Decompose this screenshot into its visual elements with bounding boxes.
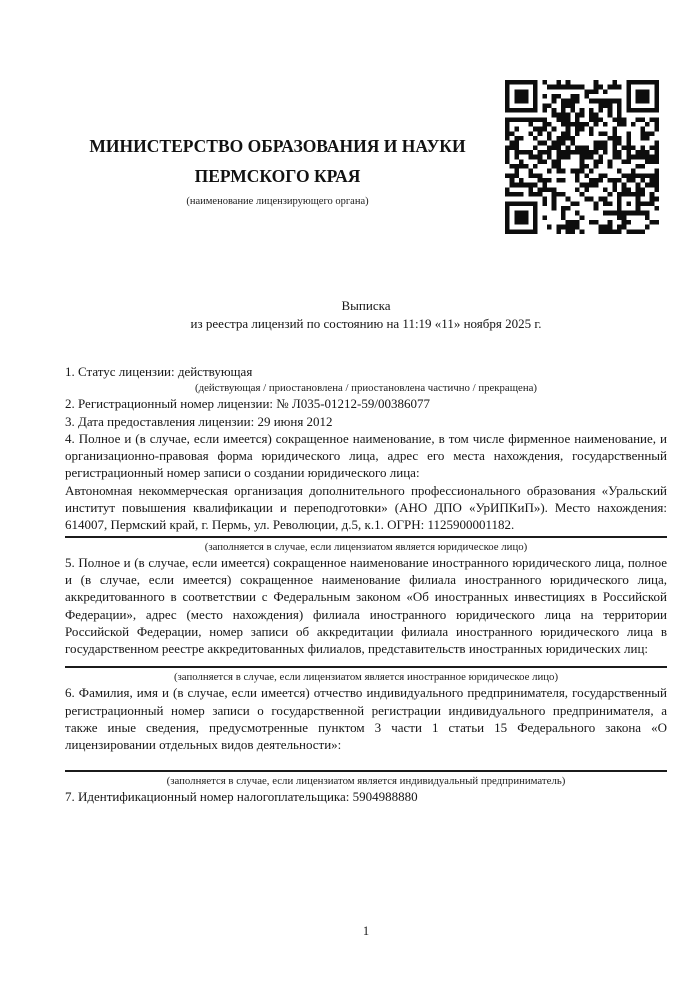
foreign-entity-caption: (заполняется в случае, если лицензиатом является иностранное юридическое лицо) — [173, 671, 559, 684]
ministry-name-caption: (наименование лицензирующего органа) — [186, 196, 369, 207]
license-status-item: 1. Статус лицензии: действующая — [65, 364, 253, 379]
document-title-block — [65, 297, 667, 333]
legal-entity-rule — [65, 536, 667, 538]
document-title: Выписка — [341, 298, 391, 313]
foreign-entity-rule — [65, 666, 667, 668]
licensing-authority-header — [65, 131, 490, 208]
individual-entrepreneur-caption: (заполняется в случае, если лицензиатом является индивидуальный предприниматель) — [166, 774, 566, 787]
ministry-name-line1: МИНИСТЕРСТВО ОБРАЗОВАНИЯ И НАУКИ — [89, 136, 466, 156]
foreign-entity-item: 5. Полное и (в случае, если имеется) сокращенное наименование иностранного юридического лица, полное и (в случае, если имеется) сокращенное наименование филиала иностранного юридического лица, аккредитованного в соответствии с Федеральным законом «Об иностранных инвестициях в Российской Федерации», адрес (место нахождения) филиала иностранного юридического лица на территории Российской Федерации, номер записи об аккредитации филиала иностранного юридического лица в государственном реестре аккредитованных филиалов, представительств иностранных юридических лиц: — [65, 554, 667, 657]
document-subtitle: из реестра лицензий по состоянию на 11:19 «11» ноября 2025 г. — [190, 316, 542, 331]
individual-entrepreneur-rule — [65, 770, 667, 772]
legal-entity-caption: (заполняется в случае, если лицензиатом является юридическое лицо) — [204, 540, 528, 553]
legal-entity-item: 4. Полное и (в случае, если имеется) сокращенное наименование, в том числе фирменное наименование, и организационно-правовая форма юридического лица, адрес его места нахождения, государственный регистрационный номер записи о создании юридического лица: — [65, 430, 667, 481]
legal-entity-value: Автономная некоммерческая организация дополнительного профессионального образования «Уральский институт повышения квалификации и переподготовки» (АНО ДПО «УрИПКиП»). Место нахождения: 614007, Пермский край, г. Пермь, ул. Революции, д.5, к.1. ОГРН: 1125900001182. — [65, 482, 667, 533]
document-body — [65, 363, 667, 805]
taxpayer-number-item: 7. Идентификационный номер налогоплательщика: 5904988880 — [65, 788, 418, 804]
page-number: 1 — [362, 924, 370, 938]
qr-code-icon — [505, 80, 659, 234]
individual-entrepreneur-item: 6. Фамилия, имя и (в случае, если имеется) отчество индивидуального предпринимателя, государственный регистрационный номер записи о государственной регистрации индивидуального предпринимателя, а также иные сведения, предусмотренные пунктом 3 части 1 статьи 15 Федерального закона «О лицензировании отдельных видов деятельности»: — [65, 685, 667, 753]
ministry-name-line2: ПЕРМСКОГО КРАЯ — [194, 166, 361, 186]
registration-number-item: 2. Регистрационный номер лицензии: № Л035-01212-59/00386077 — [65, 396, 431, 412]
license-status-options-caption: (действующая / приостановлена / приостановлена частично / прекращена) — [195, 382, 537, 395]
grant-date-item: 3. Дата предоставления лицензии: 29 июня 2012 — [65, 413, 333, 429]
